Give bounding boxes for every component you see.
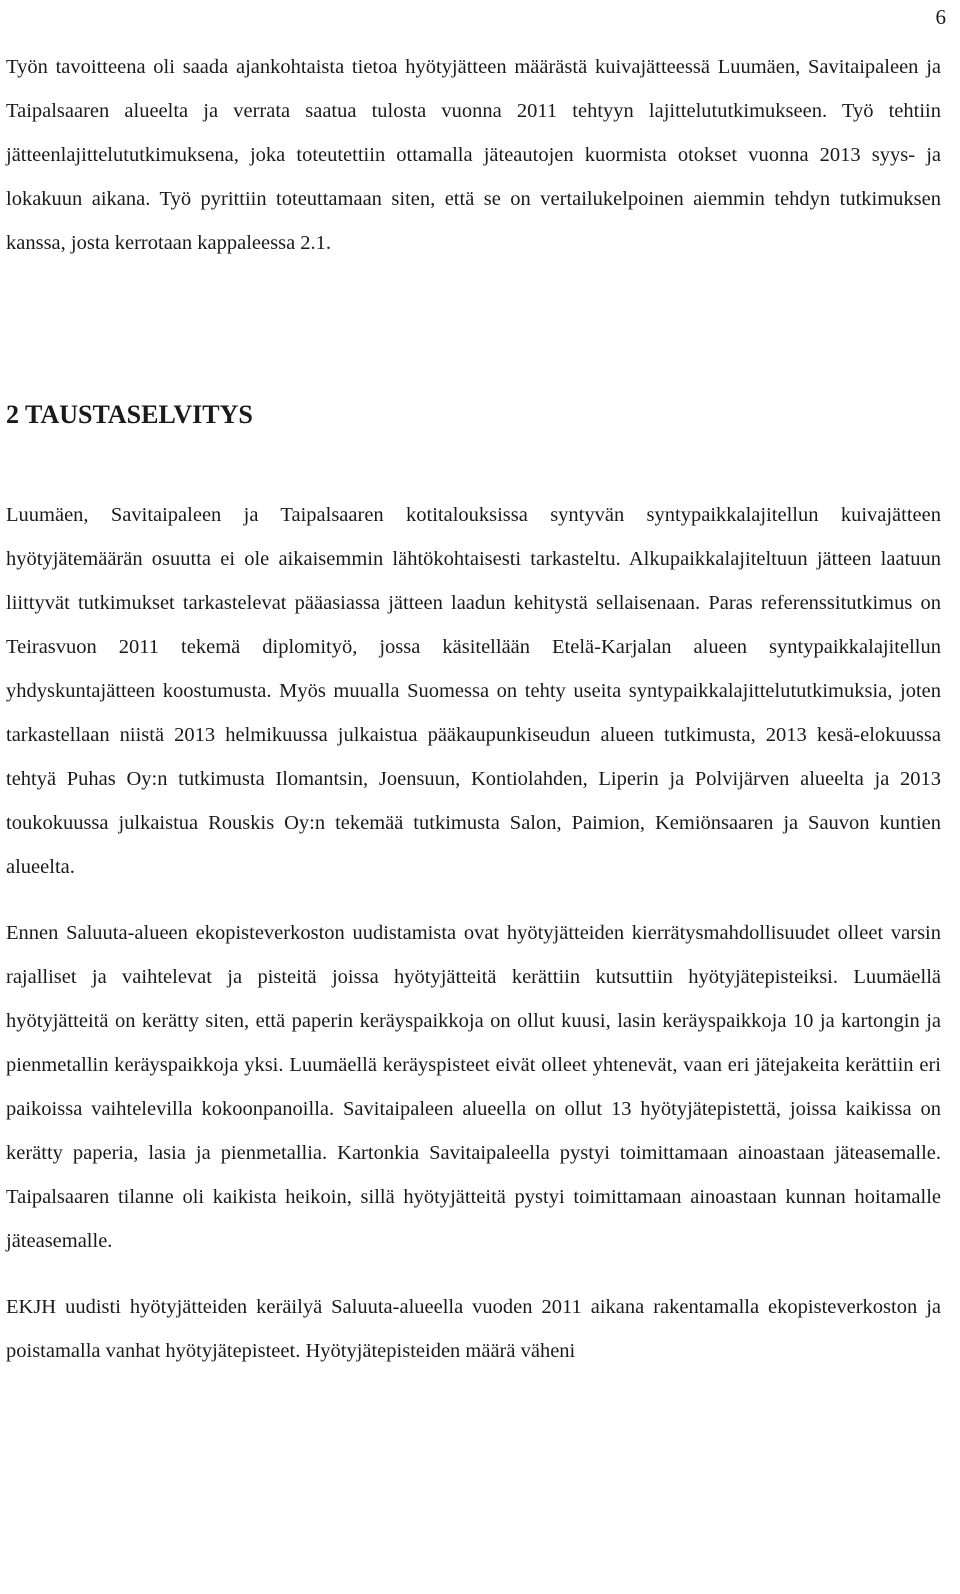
document-body [6, 45, 941, 1373]
page-number: 6 [935, 5, 946, 29]
section-heading: 2 TAUSTASELVITYS [6, 400, 253, 429]
ekjh-paragraph: EKJH uudisti hyötyjätteiden keräilyä Saluuta-alueella vuoden 2011 aikana rakentamalla ekopisteverkoston ja poistamalla vanhat hyötyjätepisteet. Hyötyjätepisteiden määrä väheni [6, 1296, 941, 1362]
background-paragraph: Luumäen, Savitaipaleen ja Taipalsaaren kotitalouksissa syntyvän syntypaikkalajitellun kuivajätteen hyötyjätemäärän osuutta ei ole aikaisemmin lähtökohtaisesti tarkasteltu. Alkupaikkalajiteltuun jätteen laatuun liittyvät tutkimukset tarkastelevat pääasiassa jätteen laadun kehitystä sellaisenaan. Paras referenssitutkimus on Teirasvuon 2011 tekemä diplomityö, jossa käsitellään Etelä-Karjalan alueen syntypaikkalajitellun yhdyskuntajätteen koostumusta. Myös muualla Suomessa on tehty useita syntypaikkalajittelututkimuksia, joten tarkastellaan niistä 2013 helmikuussa julkaistua pääkaupunkiseudun alueen tutkimusta, 2013 kesä-elokuussa tehtyä Puhas Oy:n tutkimusta Ilomantsin, Joensuun, Kontiolahden, Liperin ja Polvijärven alueelta ja 2013 toukokuussa julkaistua Rouskis Oy:n tekemää tutkimusta Salon, Paimion, Kemiönsaaren ja Sauvon kuntien alueelta. [6, 504, 941, 878]
collection-points-paragraph: Ennen Saluuta-alueen ekopisteverkoston uudistamista ovat hyötyjätteiden kierrätysmahdollisuudet olleet varsin rajalliset ja vaihtelevat ja pisteitä joissa hyötyjätteitä kerättiin kutsuttiin hyötyjätepisteiksi. Luumäellä hyötyjätteitä on kerätty siten, että paperin keräyspaikkoja on ollut kuusi, lasin keräyspaikkoja 10 ja kartongin ja pienmetallin keräyspaikkoja yksi. Luumäellä keräyspisteet eivät olleet yhtenevät, vaan eri jätejakeita kerättiin eri paikoissa vaihtelevilla kokoonpanoilla. Savitaipaleen alueella on ollut 13 hyötyjätepistettä, joissa kaikissa on kerätty paperia, lasia ja pienmetallia. Kartonkia Savitaipaleella pystyi toimittamaan ainoastaan jäteasemalle. Taipalsaaren tilanne oli kaikista heikoin, sillä hyötyjätteitä pystyi toimittamaan ainoastaan kunnan hoitamalle jäteasemalle. [6, 922, 941, 1252]
intro-paragraph: Työn tavoitteena oli saada ajankohtaista tietoa hyötyjätteen määrästä kuivajätteessä Luumäen, Savitaipaleen ja Taipalsaaren alueelta ja verrata saatua tulosta vuonna 2011 tehtyyn lajittelututkimukseen. Työ tehtiin jätteenlajittelututkimuksena, joka toteutettiin ottamalla jäteautojen kuormista otokset vuonna 2013 syys- ja lokakuun aikana. Työ pyrittiin toteuttamaan siten, että se on vertailukelpoinen aiemmin tehdyn tutkimuksen kanssa, josta kerrotaan kappaleessa 2.1. [6, 56, 941, 254]
